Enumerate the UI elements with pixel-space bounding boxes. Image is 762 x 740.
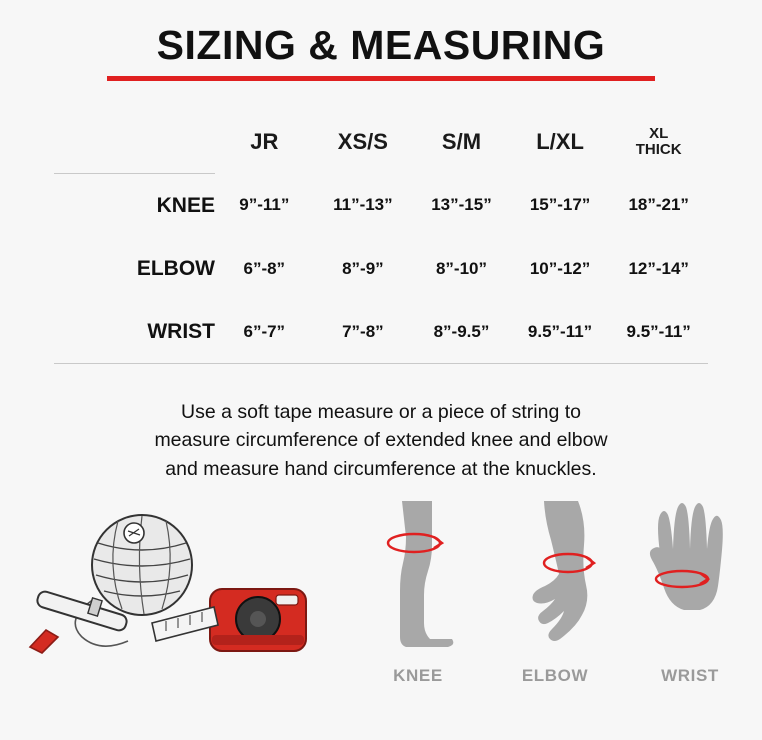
cell-elbow-lxl: 10”-12” xyxy=(529,258,591,278)
limb-caption-knee: KNEE xyxy=(393,665,443,685)
instructions-line-1: Use a soft tape measure or a piece of string to xyxy=(181,401,581,424)
table-row xyxy=(54,174,708,238)
column-header-lxl: L/XL xyxy=(536,129,584,155)
size-table-wrapper xyxy=(54,111,708,364)
row-label-knee: KNEE xyxy=(156,193,215,217)
instructions-line-2: measure circumference of extended knee and elbow xyxy=(154,429,608,452)
cell-wrist-sm: 8”-9.5” xyxy=(412,300,511,364)
cell-wrist-xl: 9.5”-11” xyxy=(609,300,708,364)
cell-knee-sm: 13”-15” xyxy=(431,195,492,215)
cell-knee-lxl: 15”-17” xyxy=(529,195,591,215)
limb-caption-wrist: WRIST xyxy=(661,665,719,685)
table-corner-cell xyxy=(54,111,215,174)
cell-knee-xl: 18”-21” xyxy=(628,195,689,215)
column-header-jr: JR xyxy=(250,129,279,155)
size-table xyxy=(54,111,708,364)
cell-wrist-lxl: 9.5”-11” xyxy=(511,300,610,364)
table-row xyxy=(54,237,708,300)
title-underline xyxy=(107,76,655,81)
page-header xyxy=(0,0,762,81)
column-header-xl-thick xyxy=(609,111,708,174)
column-header-xl-line1: XL xyxy=(649,125,669,143)
row-label-wrist: WRIST xyxy=(54,300,215,364)
table-header-row xyxy=(54,111,708,174)
arm-icon xyxy=(490,501,620,651)
instructions-line-3: and measure hand circumference at the knuckles. xyxy=(165,457,597,480)
instructions-block xyxy=(51,398,711,483)
cell-wrist-xss: 7”-8” xyxy=(314,300,413,364)
row-label-elbow: ELBOW xyxy=(136,256,215,280)
column-header-sm: S/M xyxy=(441,129,482,155)
string-ball-icon xyxy=(92,515,192,615)
limb-caption-elbow: ELBOW xyxy=(521,665,589,685)
knee-illustration xyxy=(358,501,478,686)
tape-strip xyxy=(152,607,218,641)
cell-elbow-sm: 8”-10” xyxy=(435,258,487,278)
cell-elbow-xss: 8”-9” xyxy=(342,258,384,278)
column-header-xss: XS/S xyxy=(337,129,388,155)
leg-icon xyxy=(358,501,478,651)
page-title: SIZING & MEASURING xyxy=(156,22,606,68)
cell-knee-xss: 11”-13” xyxy=(333,195,393,215)
illustration-row xyxy=(0,501,762,691)
column-header-xl-line2: THICK xyxy=(635,141,682,159)
tape-measure-illustration xyxy=(24,507,324,667)
cell-elbow-jr: 6”-8” xyxy=(243,258,286,278)
cell-knee-jr: 9”-11” xyxy=(239,195,290,215)
limb-illustrations xyxy=(350,501,750,686)
cell-wrist-jr: 6”-7” xyxy=(215,300,314,364)
hand-icon xyxy=(630,501,750,651)
tape-measure-icon xyxy=(210,589,306,651)
table-row xyxy=(54,300,708,364)
elbow-illustration xyxy=(490,501,620,686)
wrist-illustration xyxy=(630,501,750,686)
cell-elbow-xl: 12”-14” xyxy=(628,258,689,278)
